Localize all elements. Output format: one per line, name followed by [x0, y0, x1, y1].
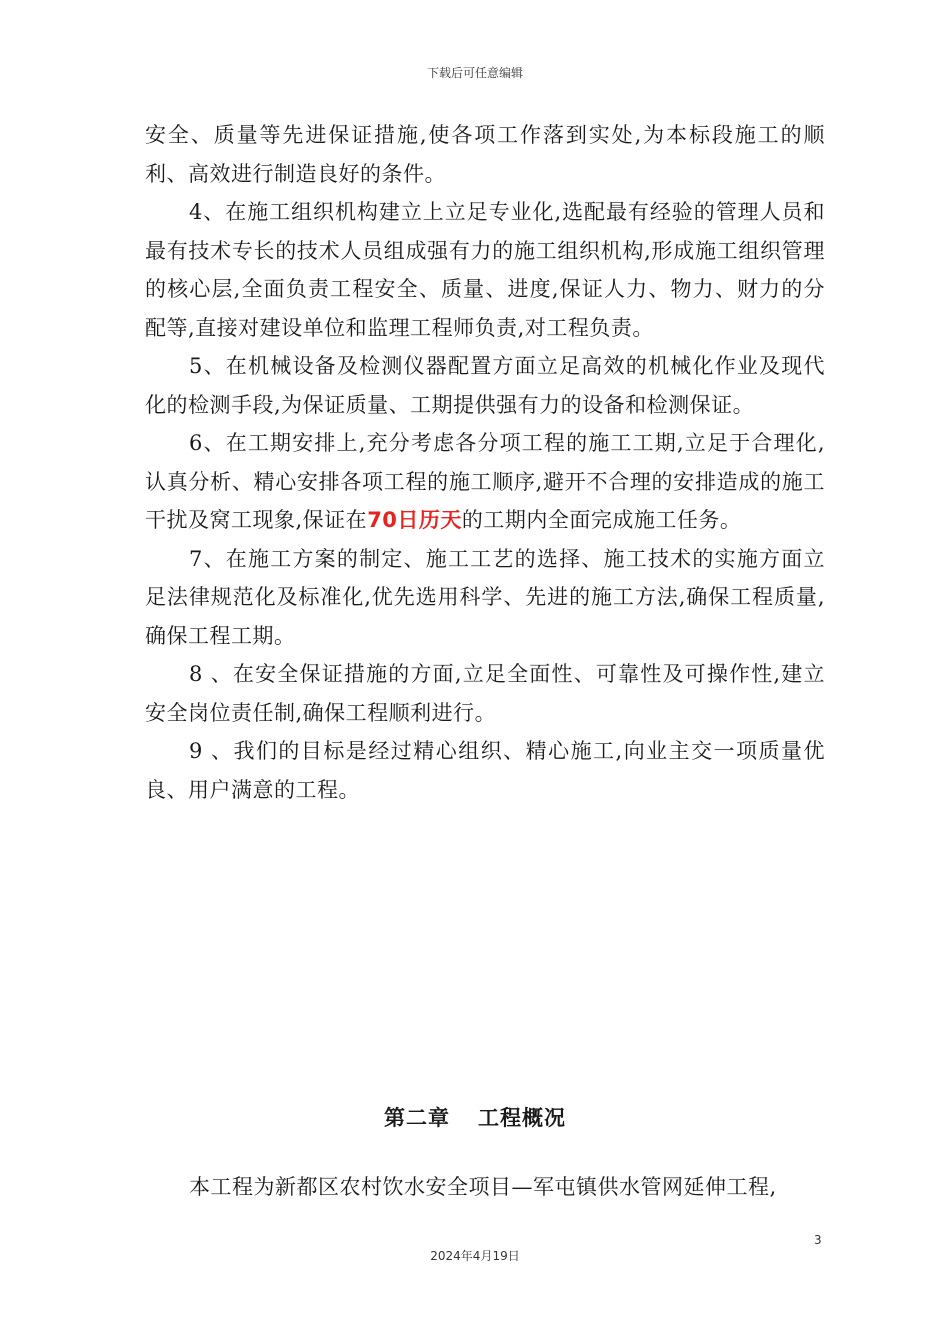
chapter-intro-text: 本工程为新都区农村饮水安全项目—军屯镇供水管网延伸工程,	[189, 1175, 777, 1199]
paragraph-item-9: 9 、我们的目标是经过精心组织、精心施工,向业主交一项质量优良、用户满意的工程。	[145, 739, 825, 802]
paragraph-item-4: 4、在施工组织机构建立上立足专业化,选配最有经验的管理人员和最有技术专长的技术人员组成强有力的施工组织机构,形成施工组织管理的核心层,全面负责工程安全、质量、进度,保证人力、物力、财力的分配等,直接对建设单位和监理工程师负责,对工程负责。	[145, 200, 825, 340]
document-body	[145, 116, 825, 809]
paragraph-item-6-text: 6、在工期安排上,充分考虑各分项工程的施工工期,立足于合理化,认真分析、精心安排各项工程的施工顺序,避开不合理的安排造成的施工干扰及窝工现象,保证在	[145, 431, 825, 532]
chapter-intro-paragraph	[145, 1168, 845, 1206]
paragraph-item-5: 5、在机械设备及检测仪器配置方面立足高效的机械化作业及现代化的检测手段,为保证质量、工期提供强有力的设备和检测保证。	[145, 354, 825, 417]
page-number: 3	[814, 1233, 822, 1247]
page-header: 下载后可任意编辑	[426, 66, 523, 80]
chapter-title: 工程概况	[478, 1106, 566, 1130]
highlighted-duration: 70日历天	[367, 508, 462, 532]
chapter-number: 第二章	[384, 1106, 450, 1130]
footer-date: 2024年4月19日	[430, 1249, 520, 1263]
chapter-heading	[0, 1102, 950, 1132]
paragraph-item-7: 7、在施工方案的制定、施工工艺的选择、施工技术的实施方面立足法律规范化及标准化,优先选用科学、先进的施工方法,确保工程质量,确保工程工期。	[145, 546, 825, 648]
paragraph-item-6-text-end: 的工期内全面完成施工任务。	[461, 508, 742, 532]
paragraph-item-6	[145, 424, 825, 540]
paragraph-item-8: 8 、在安全保证措施的方面,立足全面性、可靠性及可操作性,建立安全岗位责任制,确保工程顺利进行。	[145, 662, 825, 725]
paragraph-continuation: 安全、质量等先进保证措施,使各项工作落到实处,为本标段施工的顺利、高效进行制造良好的条件。	[145, 123, 825, 186]
